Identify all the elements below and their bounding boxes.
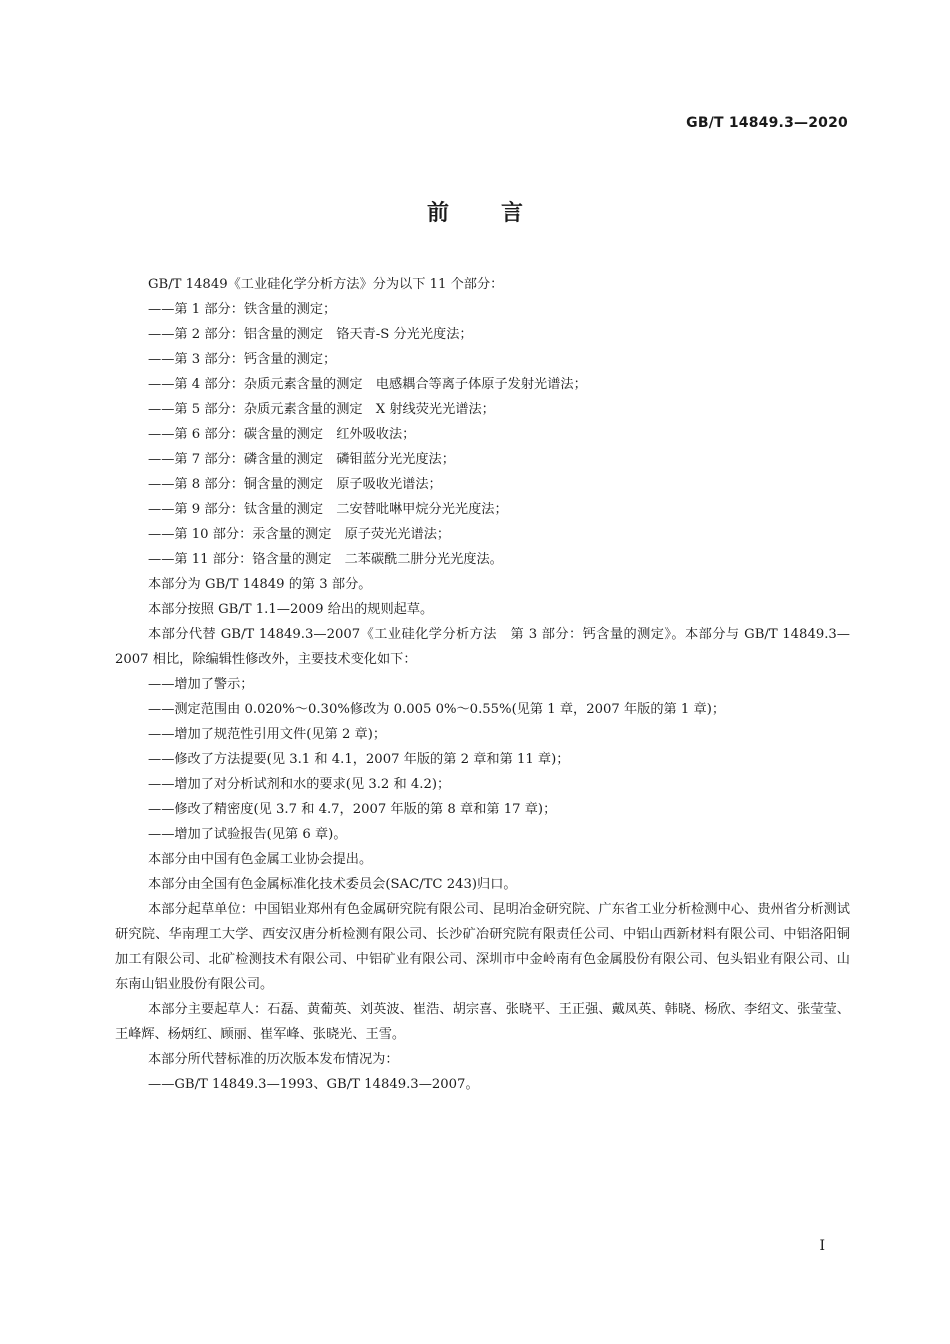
page-number: I — [819, 1238, 825, 1254]
standard-code: GB/T 14849.3—2020 — [686, 115, 848, 131]
change-list-item: ——增加了对分析试剂和水的要求(见 3.2 和 4.2)； — [148, 777, 451, 792]
part-list-item: ——第 8 部分：铜含量的测定 原子吸收光谱法； — [148, 477, 442, 492]
part-list-item: ——第 7 部分：磷含量的测定 磷钼蓝分光光度法； — [148, 452, 455, 467]
part-list-item: ——第 1 部分：铁含量的测定； — [148, 302, 337, 317]
history-paragraph: 本部分所代替标准的历次版本发布情况为： — [148, 1052, 399, 1067]
change-list-item: ——测定范围由 0.020%～0.30%修改为 0.005 0%～0.55%(见第 1 章，2007 年版的第 1 章)； — [148, 702, 726, 717]
proposed-paragraph: 本部分由中国有色金属工业协会提出。 — [148, 852, 373, 867]
part-list-item: ——第 9 部分：钛含量的测定 二安替吡啉甲烷分光光度法； — [148, 502, 508, 517]
page-title: 前言 — [426, 201, 575, 226]
intro-paragraph: GB/T 14849《工业硅化学分析方法》分为以下 11 个部分： — [148, 277, 504, 292]
change-list-item: ——增加了警示； — [148, 677, 254, 692]
part-list-item: ——第 3 部分：钙含量的测定； — [148, 352, 337, 367]
foreword-body — [115, 272, 850, 1097]
change-list-item: ——修改了精密度(见 3.7 和 4.7，2007 年版的第 8 章和第 17 章)； — [148, 802, 557, 817]
part-list-item: ——第 5 部分：杂质元素含量的测定 X 射线荧光光谱法； — [148, 402, 495, 417]
drafting-units-paragraph: 本部分起草单位：中国铝业郑州有色金属研究院有限公司、昆明冶金研究院、广东省工业分析检测中心、贵州省分析测试研究院、华南理工大学、西安汉唐分析检测有限公司、长沙矿冶研究院有限责任公司、中铝山西新材料有限公司、中铝洛阳铜加工有限公司、北矿检测技术有限公司、中铝矿业有限公司、深圳市中金岭南有色金属股份有限公司、包头铝业有限公司、山东南山铝业股份有限公司。 — [115, 902, 850, 992]
part-list-item: ——第 4 部分：杂质元素含量的测定 电感耦合等离子体原子发射光谱法； — [148, 377, 587, 392]
change-list-item: ——修改了方法提要(见 3.1 和 4.1，2007 年版的第 2 章和第 11 章)； — [148, 752, 570, 767]
change-list-item: ——增加了试验报告(见第 6 章)。 — [148, 827, 347, 842]
part-list-item: ——第 6 部分：碳含量的测定 红外吸收法； — [148, 427, 416, 442]
change-list-item: ——增加了规范性引用文件(见第 2 章)； — [148, 727, 387, 742]
rules-paragraph: 本部分按照 GB/T 1.1—2009 给出的规则起草。 — [148, 602, 434, 617]
part-list-item: ——第 2 部分：铝含量的测定 铬天青-S 分光光度法； — [148, 327, 473, 342]
part-of-paragraph: 本部分为 GB/T 14849 的第 3 部分。 — [148, 577, 372, 592]
history-list-item: ——GB/T 14849.3—1993、GB/T 14849.3—2007。 — [148, 1077, 479, 1092]
managed-paragraph: 本部分由全国有色金属标准化技术委员会(SAC/TC 243)归口。 — [148, 877, 517, 892]
part-list-item: ——第 10 部分：汞含量的测定 原子荧光光谱法； — [148, 527, 451, 542]
drafters-paragraph: 本部分主要起草人：石磊、黄葡英、刘英波、崔浩、胡宗喜、张晓平、王正强、戴凤英、韩晓、杨欣、李绍文、张莹莹、王峰辉、杨炳红、顾丽、崔军峰、张晓光、王雪。 — [115, 1002, 850, 1042]
replaces-paragraph: 本部分代替 GB/T 14849.3—2007《工业硅化学分析方法 第 3 部分：钙含量的测定》。本部分与 GB/T 14849.3—2007 相比，除编辑性修改外，主要技术变化如下： — [115, 627, 850, 667]
part-list-item: ——第 11 部分：铬含量的测定 二苯碳酰二肼分光光度法。 — [148, 552, 503, 567]
